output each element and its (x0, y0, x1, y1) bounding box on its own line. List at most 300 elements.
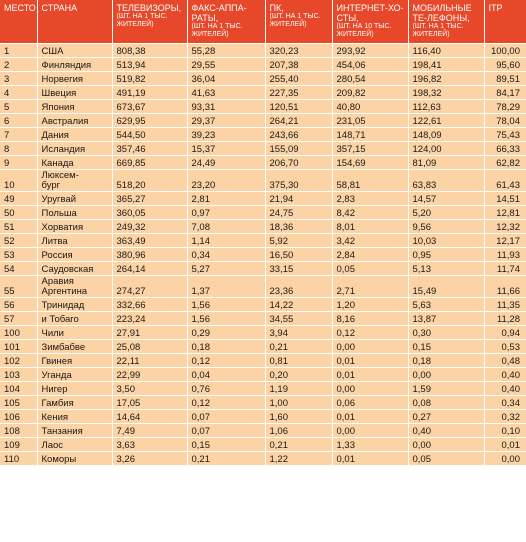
cell-pc: 1,22 (265, 452, 332, 466)
cell-fax: 0,15 (187, 438, 265, 452)
cell-fax: 0,18 (187, 340, 265, 354)
cell-inet: 2,71 (332, 276, 408, 298)
cell-itp: 0,32 (484, 410, 526, 424)
header-col-mobile (408, 0, 484, 44)
cell-pc: 0,81 (265, 354, 332, 368)
header-col-tv (112, 0, 187, 44)
cell-itp: 100,00 (484, 44, 526, 58)
cell-country (37, 44, 112, 58)
cell-rank: 104 (0, 382, 37, 396)
table-row (0, 44, 526, 58)
cell-pc: 0,21 (265, 340, 332, 354)
header-col-pc (265, 0, 332, 44)
country-name-line: Нигер (41, 384, 68, 395)
cell-mobile: 0,00 (408, 438, 484, 452)
cell-rank: 7 (0, 128, 37, 142)
header-label: СТРАНА (41, 3, 78, 13)
cell-pc: 3,94 (265, 326, 332, 340)
header-col-country (37, 0, 112, 44)
cell-inet: 40,80 (332, 100, 408, 114)
cell-inet: 0,06 (332, 396, 408, 410)
cell-itp: 11,66 (484, 276, 526, 298)
cell-fax: 2,81 (187, 192, 265, 206)
cell-country (37, 326, 112, 340)
cell-fax: 93,31 (187, 100, 265, 114)
cell-inet: 2,84 (332, 248, 408, 262)
cell-fax: 0,21 (187, 452, 265, 466)
cell-mobile: 0,27 (408, 410, 484, 424)
cell-pc: 18,36 (265, 220, 332, 234)
cell-itp: 66,33 (484, 142, 526, 156)
cell-rank: 109 (0, 438, 37, 452)
cell-inet: 8,01 (332, 220, 408, 234)
country-name-line: и Тобаго (41, 314, 79, 325)
cell-country (37, 86, 112, 100)
cell-tv: 357,46 (112, 142, 187, 156)
cell-mobile: 5,20 (408, 206, 484, 220)
table-row (0, 312, 526, 326)
cell-rank: 55 (0, 276, 37, 298)
cell-pc: 14,22 (265, 298, 332, 312)
cell-pc: 1,06 (265, 424, 332, 438)
country-name-line: Польша (41, 208, 77, 219)
country-name-line: Россия (41, 250, 73, 261)
cell-pc: 0,21 (265, 438, 332, 452)
cell-tv: 27,91 (112, 326, 187, 340)
cell-itp: 11,28 (484, 312, 526, 326)
country-name-line: Уганда (41, 370, 72, 381)
table-row (0, 114, 526, 128)
cell-country (37, 100, 112, 114)
header-label: МОБИЛЬНЫЕ ТЕ-ЛЕФОНЫ, (412, 3, 472, 23)
cell-rank: 57 (0, 312, 37, 326)
cell-country (37, 142, 112, 156)
cell-country (37, 312, 112, 326)
cell-tv: 519,82 (112, 72, 187, 86)
cell-rank: 5 (0, 100, 37, 114)
country-name-line: Швеция (41, 88, 77, 99)
cell-mobile: 5,13 (408, 262, 484, 276)
cell-rank: 101 (0, 340, 37, 354)
cell-rank: 3 (0, 72, 37, 86)
cell-itp: 0,10 (484, 424, 526, 438)
cell-rank: 1 (0, 44, 37, 58)
cell-itp: 84,17 (484, 86, 526, 100)
cell-itp: 0,01 (484, 438, 526, 452)
cell-rank: 105 (0, 396, 37, 410)
cell-inet: 209,82 (332, 86, 408, 100)
cell-rank: 4 (0, 86, 37, 100)
cell-tv: 332,66 (112, 298, 187, 312)
country-name-line: США (41, 46, 64, 57)
header-label: ИНТЕРНЕТ-ХО-СТЫ, (336, 3, 404, 23)
cell-fax: 0,29 (187, 326, 265, 340)
cell-itp: 0,53 (484, 340, 526, 354)
cell-fax: 36,04 (187, 72, 265, 86)
cell-fax: 15,37 (187, 142, 265, 156)
cell-itp: 78,04 (484, 114, 526, 128)
cell-pc: 0,20 (265, 368, 332, 382)
cell-inet: 357,15 (332, 142, 408, 156)
cell-fax: 5,27 (187, 262, 265, 276)
cell-country (37, 72, 112, 86)
cell-tv: 669,85 (112, 156, 187, 170)
cell-tv: 17,05 (112, 396, 187, 410)
cell-rank: 8 (0, 142, 37, 156)
cell-pc: 1,19 (265, 382, 332, 396)
cell-itp: 0,94 (484, 326, 526, 340)
table-row (0, 72, 526, 86)
cell-itp: 0,48 (484, 354, 526, 368)
cell-pc: 227,35 (265, 86, 332, 100)
cell-fax: 0,07 (187, 410, 265, 424)
country-name-line: Саудовская (41, 264, 94, 275)
country-name-line: Гамбия (41, 398, 74, 409)
cell-rank: 108 (0, 424, 37, 438)
cell-itp: 78,29 (484, 100, 526, 114)
cell-tv: 22,99 (112, 368, 187, 382)
cell-inet: 148,71 (332, 128, 408, 142)
cell-country (37, 170, 112, 192)
cell-fax: 29,55 (187, 58, 265, 72)
cell-country (37, 438, 112, 452)
country-name-line: Люксем- (41, 170, 79, 181)
cell-fax: 0,04 (187, 368, 265, 382)
table-row (0, 438, 526, 452)
cell-mobile: 122,61 (408, 114, 484, 128)
cell-tv: 380,96 (112, 248, 187, 262)
cell-rank: 50 (0, 206, 37, 220)
cell-inet: 293,92 (332, 44, 408, 58)
cell-mobile: 148,09 (408, 128, 484, 142)
cell-inet: 454,06 (332, 58, 408, 72)
cell-itp: 0,40 (484, 368, 526, 382)
header-label: МЕСТО (4, 3, 36, 13)
cell-tv: 808,38 (112, 44, 187, 58)
cell-mobile: 1,59 (408, 382, 484, 396)
country-name-line: Дания (41, 130, 69, 141)
table-row (0, 298, 526, 312)
cell-fax: 1,37 (187, 276, 265, 298)
table-header-row (0, 0, 526, 44)
cell-rank: 106 (0, 410, 37, 424)
cell-mobile: 14,57 (408, 192, 484, 206)
cell-rank: 2 (0, 58, 37, 72)
cell-fax: 0,76 (187, 382, 265, 396)
cell-fax: 29,37 (187, 114, 265, 128)
cell-itp: 11,93 (484, 248, 526, 262)
cell-tv: 274,27 (112, 276, 187, 298)
header-label: ФАКС-АППА-РАТЫ, (191, 3, 247, 23)
cell-inet: 3,42 (332, 234, 408, 248)
cell-mobile: 5,63 (408, 298, 484, 312)
table-row (0, 100, 526, 114)
header-label: ITP (488, 3, 503, 13)
cell-itp: 95,60 (484, 58, 526, 72)
header-col-itp (484, 0, 526, 44)
cell-pc: 243,66 (265, 128, 332, 142)
cell-mobile: 0,30 (408, 326, 484, 340)
header-col-internet (332, 0, 408, 44)
country-name-line: Аргентина (41, 286, 88, 297)
cell-rank: 100 (0, 326, 37, 340)
cell-mobile: 116,40 (408, 44, 484, 58)
cell-itp: 89,51 (484, 72, 526, 86)
cell-mobile: 112,63 (408, 100, 484, 114)
cell-fax: 1,56 (187, 312, 265, 326)
cell-itp: 12,81 (484, 206, 526, 220)
cell-country (37, 340, 112, 354)
header-label: ТЕЛЕВИЗОРЫ, (116, 3, 182, 13)
cell-country (37, 396, 112, 410)
cell-pc: 207,38 (265, 58, 332, 72)
cell-country (37, 382, 112, 396)
cell-mobile: 15,49 (408, 276, 484, 298)
cell-pc: 24,75 (265, 206, 332, 220)
cell-country (37, 58, 112, 72)
cell-mobile: 0,40 (408, 424, 484, 438)
cell-tv: 249,32 (112, 220, 187, 234)
country-name-line: Коморы (41, 454, 77, 465)
header-unit: (ШТ. НА 1 ТЫС. ЖИТЕЛЕЙ) (116, 13, 168, 28)
cell-country (37, 276, 112, 298)
cell-tv: 365,27 (112, 192, 187, 206)
cell-inet: 0,01 (332, 354, 408, 368)
cell-rank: 54 (0, 262, 37, 276)
header-col-fax (187, 0, 265, 44)
cell-fax: 0,12 (187, 354, 265, 368)
cell-tv: 25,08 (112, 340, 187, 354)
cell-fax: 39,23 (187, 128, 265, 142)
cell-country (37, 262, 112, 276)
cell-rank: 49 (0, 192, 37, 206)
table-row (0, 452, 526, 466)
country-name-line: Уругвай (41, 194, 77, 205)
cell-tv: 518,20 (112, 170, 187, 192)
cell-fax: 41,63 (187, 86, 265, 100)
cell-itp: 11,74 (484, 262, 526, 276)
cell-inet: 231,05 (332, 114, 408, 128)
cell-pc: 375,30 (265, 170, 332, 192)
cell-mobile: 198,41 (408, 58, 484, 72)
table-row (0, 354, 526, 368)
country-name-line: Зимбабве (41, 342, 86, 353)
cell-pc: 34,55 (265, 312, 332, 326)
cell-inet: 8,16 (332, 312, 408, 326)
cell-pc: 5,92 (265, 234, 332, 248)
country-name-line: Япония (41, 102, 75, 113)
cell-pc: 255,40 (265, 72, 332, 86)
table-row (0, 368, 526, 382)
cell-fax: 1,56 (187, 298, 265, 312)
table-row (0, 410, 526, 424)
cell-fax: 0,07 (187, 424, 265, 438)
cell-fax: 1,14 (187, 234, 265, 248)
cell-fax: 24,49 (187, 156, 265, 170)
cell-inet: 0,12 (332, 326, 408, 340)
table-row (0, 340, 526, 354)
table-row (0, 156, 526, 170)
cell-tv: 544,50 (112, 128, 187, 142)
cell-rank: 9 (0, 156, 37, 170)
cell-rank: 6 (0, 114, 37, 128)
cell-rank: 10 (0, 170, 37, 192)
cell-itp: 75,43 (484, 128, 526, 142)
cell-inet: 154,69 (332, 156, 408, 170)
cell-itp: 11,35 (484, 298, 526, 312)
cell-pc: 16,50 (265, 248, 332, 262)
cell-inet: 280,54 (332, 72, 408, 86)
cell-mobile: 10,03 (408, 234, 484, 248)
table-row (0, 234, 526, 248)
country-name-line: бург (41, 180, 61, 191)
table-row (0, 86, 526, 100)
cell-inet: 8,42 (332, 206, 408, 220)
table-row (0, 326, 526, 340)
table-row (0, 206, 526, 220)
cell-mobile: 0,18 (408, 354, 484, 368)
cell-pc: 120,51 (265, 100, 332, 114)
cell-itp: 12,32 (484, 220, 526, 234)
cell-country (37, 114, 112, 128)
cell-mobile: 0,05 (408, 452, 484, 466)
cell-country (37, 410, 112, 424)
cell-itp: 62,82 (484, 156, 526, 170)
table-row (0, 396, 526, 410)
country-name-line: Кения (41, 412, 69, 423)
cell-rank: 110 (0, 452, 37, 466)
cell-country (37, 220, 112, 234)
country-name-line: Литва (41, 236, 68, 247)
cell-country (37, 206, 112, 220)
cell-pc: 1,60 (265, 410, 332, 424)
country-name-line: Норвегия (41, 74, 84, 85)
cell-tv: 3,26 (112, 452, 187, 466)
cell-inet: 58,81 (332, 170, 408, 192)
cell-mobile: 0,08 (408, 396, 484, 410)
cell-country (37, 192, 112, 206)
table-row (0, 170, 526, 192)
cell-country (37, 248, 112, 262)
cell-mobile: 196,82 (408, 72, 484, 86)
cell-pc: 155,09 (265, 142, 332, 156)
table-row (0, 276, 526, 298)
cell-tv: 14,64 (112, 410, 187, 424)
country-name-line: Аравия (41, 276, 74, 287)
cell-fax: 55,28 (187, 44, 265, 58)
country-name-line: Тринидад (41, 300, 85, 311)
cell-tv: 264,14 (112, 262, 187, 276)
cell-country (37, 234, 112, 248)
cell-mobile: 124,00 (408, 142, 484, 156)
cell-tv: 22,11 (112, 354, 187, 368)
cell-country (37, 424, 112, 438)
cell-mobile: 0,15 (408, 340, 484, 354)
country-name-line: Хорватия (41, 222, 84, 233)
cell-itp: 14,51 (484, 192, 526, 206)
cell-inet: 0,05 (332, 262, 408, 276)
cell-country (37, 452, 112, 466)
cell-mobile: 198,32 (408, 86, 484, 100)
cell-itp: 0,40 (484, 382, 526, 396)
cell-rank: 52 (0, 234, 37, 248)
country-name-line: Танзания (41, 426, 83, 437)
cell-rank: 51 (0, 220, 37, 234)
cell-mobile: 81,09 (408, 156, 484, 170)
cell-pc: 33,15 (265, 262, 332, 276)
cell-tv: 513,94 (112, 58, 187, 72)
cell-mobile: 0,00 (408, 368, 484, 382)
cell-country (37, 368, 112, 382)
cell-inet: 2,83 (332, 192, 408, 206)
cell-itp: 0,00 (484, 452, 526, 466)
country-name-line: Гвинея (41, 356, 73, 367)
header-label: ПК, (269, 3, 284, 13)
table-row (0, 142, 526, 156)
cell-pc: 206,70 (265, 156, 332, 170)
cell-itp: 61,43 (484, 170, 526, 192)
cell-tv: 3,63 (112, 438, 187, 452)
cell-country (37, 354, 112, 368)
cell-rank: 102 (0, 354, 37, 368)
header-unit: (ШТ. НА 1 ТЫС. ЖИТЕЛЕЙ) (412, 23, 464, 38)
table-row (0, 220, 526, 234)
cell-country (37, 156, 112, 170)
cell-pc: 21,94 (265, 192, 332, 206)
cell-inet: 0,01 (332, 368, 408, 382)
cell-inet: 0,00 (332, 424, 408, 438)
cell-inet: 0,01 (332, 410, 408, 424)
cell-rank: 56 (0, 298, 37, 312)
cell-country (37, 298, 112, 312)
country-name-line: Финляндия (41, 60, 92, 71)
cell-mobile: 9,56 (408, 220, 484, 234)
cell-tv: 360,05 (112, 206, 187, 220)
cell-inet: 1,20 (332, 298, 408, 312)
country-name-line: Лаос (41, 440, 64, 451)
cell-inet: 1,33 (332, 438, 408, 452)
cell-rank: 53 (0, 248, 37, 262)
table-body (0, 44, 526, 466)
table-row (0, 424, 526, 438)
cell-tv: 223,24 (112, 312, 187, 326)
cell-fax: 7,08 (187, 220, 265, 234)
country-name-line: Австралия (41, 116, 89, 127)
cell-tv: 363,49 (112, 234, 187, 248)
header-unit: (ШТ. НА 10 ТЫС. ЖИТЕЛЕЙ) (336, 23, 392, 38)
cell-inet: 0,01 (332, 452, 408, 466)
header-col-rank (0, 0, 37, 44)
cell-pc: 23,36 (265, 276, 332, 298)
cell-itp: 0,34 (484, 396, 526, 410)
cell-tv: 673,67 (112, 100, 187, 114)
cell-mobile: 63,83 (408, 170, 484, 192)
table-row (0, 58, 526, 72)
table-row (0, 262, 526, 276)
cell-fax: 0,97 (187, 206, 265, 220)
cell-tv: 629,95 (112, 114, 187, 128)
cell-country (37, 128, 112, 142)
header-unit: (ШТ. НА 1 ТЫС. ЖИТЕЛЕЙ) (191, 23, 243, 38)
country-name-line: Исландия (41, 144, 86, 155)
cell-itp: 12,17 (484, 234, 526, 248)
table-row (0, 248, 526, 262)
cell-pc: 264,21 (265, 114, 332, 128)
cell-tv: 3,50 (112, 382, 187, 396)
table-row (0, 192, 526, 206)
cell-mobile: 13,87 (408, 312, 484, 326)
cell-inet: 0,00 (332, 382, 408, 396)
